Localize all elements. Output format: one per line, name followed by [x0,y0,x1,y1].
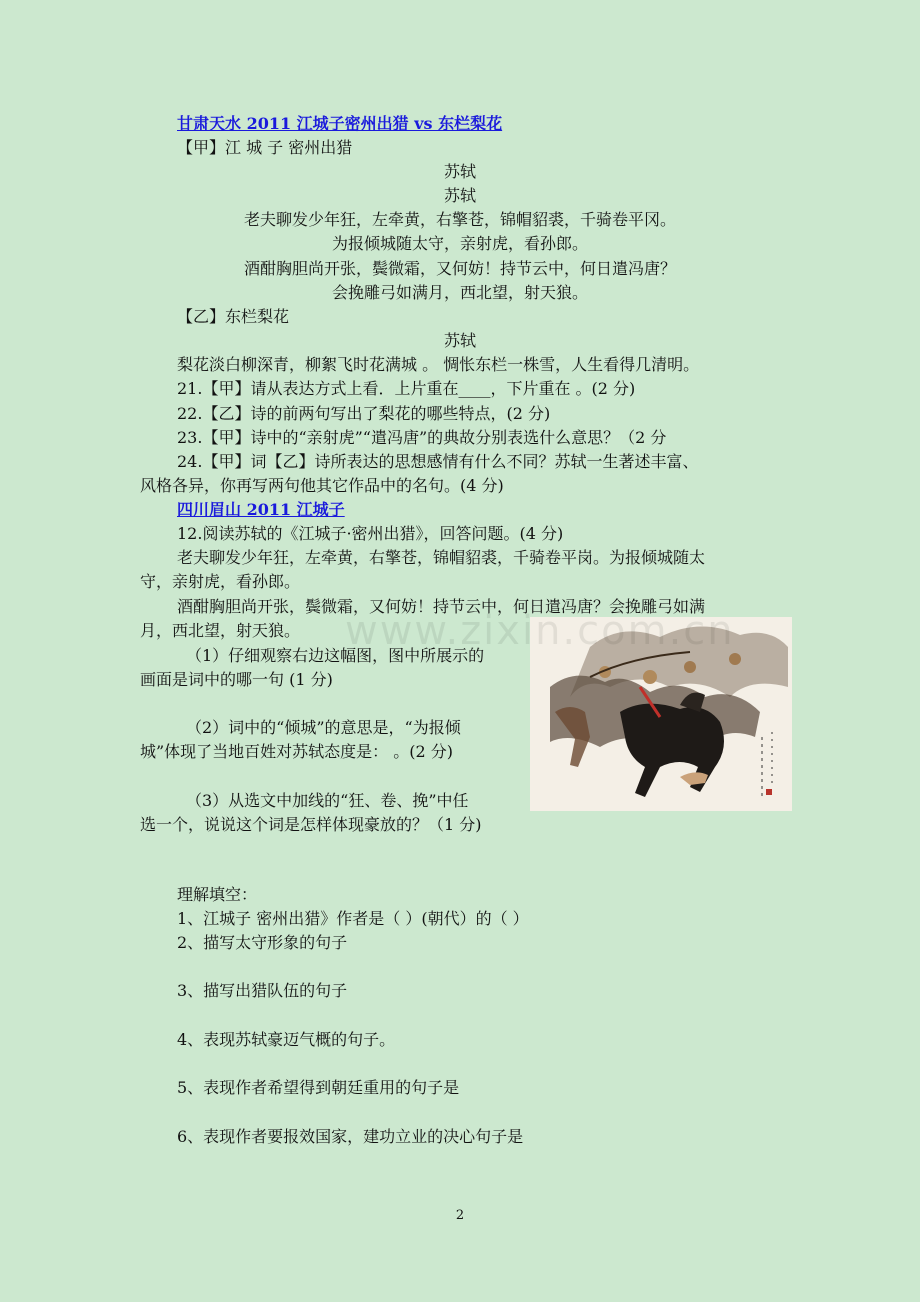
fill-item-4: 4、表现苏轼豪迈气概的句子。 [177,1030,396,1049]
poem-text-line: 月，西北望，射天狼。 [140,621,301,640]
poem-line: 为报倾城随太守，亲射虎，看孙郎。 [331,234,588,253]
fill-item-1: 1、江城子 密州出猎》作者是（ ）(朝代）的（ ） [177,909,529,928]
poem-author: 苏轼 [443,186,476,205]
question-21: 21.【甲】请从表达方式上看．上片重在____，下片重在 。(2 分) [177,379,636,398]
poem-author: 苏轼 [443,331,476,350]
poem-text-line: 酒酣胸胆尚开张，鬓微霜，又何妨！持节云中，何日遣冯唐？会挽雕弓如满 [177,597,706,616]
fill-title: 理解填空： [177,885,258,904]
fill-item-6: 6、表现作者要报效国家，建功立业的决心句子是 [177,1127,524,1146]
sub-question-2: （2）词中的“倾城”的意思是，“为报倾 [186,718,461,737]
poem-line: 老夫聊发少年狂，左牵黄，右擎苍，锦帽貂裘，千骑卷平冈。 [243,210,676,229]
sub-question-1-cont: 画面是词中的哪一句 (1 分) [140,670,333,689]
poem-jia-title: 【甲】江 城 子 密州出猎 [177,138,353,157]
question-24: 24.【甲】词【乙】诗所表达的思想感情有什么不同？苏轼一生著述丰富、 [177,452,699,471]
poem-text-line: 守，亲射虎，看孙郎。 [140,572,301,591]
page-number: 2 [455,1208,465,1223]
section-heading-sichuan[interactable]: 四川眉山 2011 江城子 [177,500,345,519]
poem-text-line: 老夫聊发少年狂，左牵黄，右擎苍，锦帽貂裘，千骑卷平岗。为报倾城随太 [177,548,706,567]
fill-item-2: 2、描写太守形象的句子 [177,933,348,952]
fill-item-5: 5、表现作者希望得到朝廷重用的句子是 [177,1078,460,1097]
poem-yi-text: 梨花淡白柳深青，柳絮飞时花满城 。 惆怅东栏一株雪，人生看得几清明。 [177,355,700,374]
sub-question-3: （3）从选文中加线的“狂、卷、挽”中任 [186,791,469,810]
poem-line: 会挽雕弓如满月，西北望，射天狼。 [331,283,588,302]
sub-question-1: （1）仔细观察右边这幅图，图中所展示的 [186,646,485,665]
sub-question-2-cont: 城”体现了当地百姓对苏轼态度是： 。(2 分) [140,742,454,761]
question-22: 22.【乙】诗的前两句写出了梨花的哪些特点，(2 分) [177,404,551,423]
watermark: www.zixin.com.cn [345,608,735,654]
question-24-cont: 风格各异，你再写两句他其它作品中的名句。(4 分) [140,476,504,495]
sub-question-3-cont: 选一个，说说这个词是怎样体现豪放的？（1 分) [140,815,482,834]
question-12-intro: 12.阅读苏轼的《江城子·密州出猎》，回答问题。(4 分) [177,524,564,543]
poem-line: 酒酣胸胆尚开张，鬓微霜，又何妨！持节云中，何日遣冯唐？ [243,259,676,278]
poem-yi-title: 【乙】东栏梨花 [177,307,290,326]
question-23: 23.【甲】诗中的“亲射虎”“遣冯唐”的典故分别表选什么意思？（2 分 [177,428,667,447]
poem-author: 苏轼 [443,162,476,181]
section-heading-gansu[interactable]: 甘肃天水 2011 江城子密州出猎 vs 东栏梨花 [177,114,503,133]
fill-item-3: 3、描写出猎队伍的句子 [177,981,348,1000]
